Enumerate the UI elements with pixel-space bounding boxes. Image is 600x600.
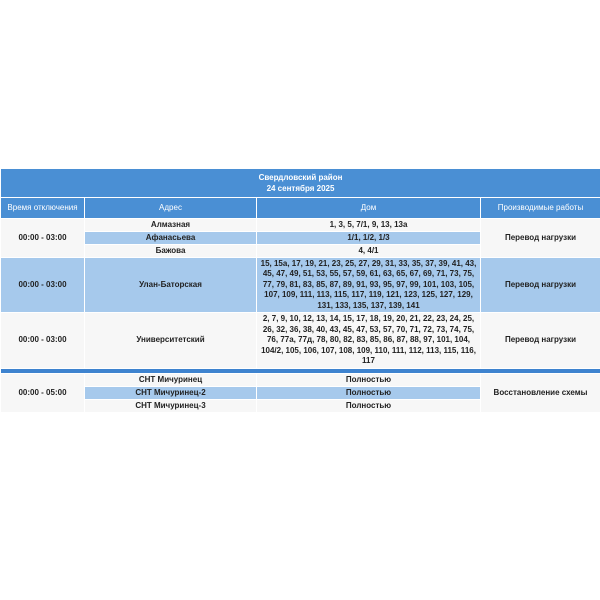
outage-table [0, 169, 600, 413]
house-list: 4, 4/1 [257, 245, 481, 258]
outage-time: 00:00 - 03:00 [1, 219, 85, 258]
header-time: Время отключения [1, 198, 85, 219]
table-row [1, 313, 600, 369]
street-name: Университетский [85, 313, 257, 369]
house-list: Полностью [257, 374, 481, 387]
district-name: Свердловский район [258, 173, 343, 182]
table-row [1, 258, 600, 313]
outage-schedule [0, 169, 600, 413]
house-list: Полностью [257, 400, 481, 413]
street-name: Улан-Баторская [85, 258, 257, 313]
table-row [1, 374, 600, 387]
house-list: 1, 3, 5, 7/1, 9, 13, 13а [257, 219, 481, 232]
work-type: Перевод нагрузки [481, 313, 600, 369]
work-type: Восстановление схемы [481, 374, 600, 413]
work-type: Перевод нагрузки [481, 219, 600, 258]
house-list: 2, 7, 9, 10, 12, 13, 14, 15, 17, 18, 19, 20, 21, 22, 23, 24, 25, 26, 32, 36, 38, 40, 43, 45, 47, 53, 57, 70, 71, 72, 73, 74, 75, 76, 77а, 77д, 78, 80, 82, 83, 85, 86, 87, 88, 97, 101, 104, 104/2, 105, 106, 107, 108, 109, 110, 111, 112, 113, 115, 116, 117 [257, 313, 481, 369]
house-list: 15, 15а, 17, 19, 21, 23, 25, 27, 29, 31, 33, 35, 37, 39, 41, 43, 45, 47, 49, 51, 53, 55, 57, 59, 61, 63, 65, 67, 69, 71, 73, 75, 77, 79, 81, 83, 85, 87, 89, 91, 93, 95, 97, 99, 101, 103, 105, 107, 109, 111, 113, 115, 117, 119, 121, 123, 125, 127, 129, 131, 133, 135, 137, 139, 141 [257, 258, 481, 313]
outage-time: 00:00 - 03:00 [1, 258, 85, 313]
outage-date: 24 сентября 2025 [266, 184, 335, 193]
street-name: СНТ Мичуринец [85, 374, 257, 387]
street-name: СНТ Мичуринец-2 [85, 387, 257, 400]
header-house: Дом [257, 198, 481, 219]
house-list: 1/1, 1/2, 1/3 [257, 232, 481, 245]
street-name: Бажова [85, 245, 257, 258]
street-name: СНТ Мичуринец-3 [85, 400, 257, 413]
header-address: Адрес [85, 198, 257, 219]
column-headers [1, 198, 600, 219]
header-works: Производимые работы [481, 198, 600, 219]
work-type: Перевод нагрузки [481, 258, 600, 313]
street-name: Алмазная [85, 219, 257, 232]
street-name: Афанасьева [85, 232, 257, 245]
outage-time: 00:00 - 03:00 [1, 313, 85, 369]
table-title [1, 169, 600, 198]
outage-time: 00:00 - 05:00 [1, 374, 85, 413]
table-row [1, 219, 600, 232]
house-list: Полностью [257, 387, 481, 400]
